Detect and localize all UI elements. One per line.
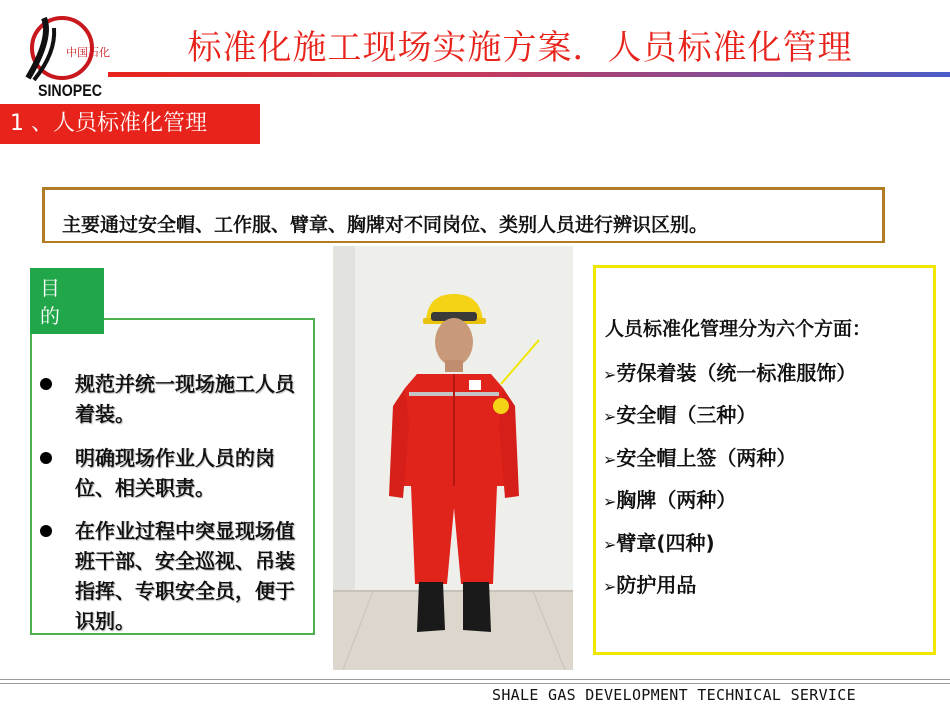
bullet-dot-icon	[40, 378, 52, 390]
bullet-dot-icon	[40, 525, 52, 537]
aspect-item	[603, 357, 856, 386]
aspect-item-text: 胸牌（两种）	[616, 488, 737, 512]
bullet-dot-icon	[40, 452, 52, 464]
arrow-bullet-icon: ➢	[603, 365, 617, 384]
purpose-bullet-text: 规范并统一现场施工人员着装。	[75, 372, 295, 426]
logo-brand-text: SINOPEC	[38, 81, 102, 100]
title-divider	[108, 72, 950, 77]
aspect-item	[603, 527, 715, 556]
purpose-bullet	[40, 443, 300, 503]
summary-text: 主要通过安全帽、工作服、臂章、胸牌对不同岗位、类别人员进行辨识区别。	[62, 214, 709, 236]
arrow-bullet-icon: ➢	[603, 407, 617, 426]
footer-divider	[0, 683, 950, 684]
footer-text: SHALE GAS DEVELOPMENT TECHNICAL SERVICE	[492, 686, 856, 704]
arrow-bullet-icon: ➢	[603, 450, 617, 469]
page-title: 标准化施工现场实施方案．人员标准化管理	[187, 28, 853, 68]
aspect-item	[603, 399, 756, 428]
purpose-bullet-text: 明确现场作业人员的岗位、相关职责。	[75, 446, 275, 500]
arrow-bullet-icon: ➢	[603, 535, 617, 554]
purpose-tab	[30, 268, 104, 334]
purpose-tab-line1: 目	[40, 276, 60, 300]
purpose-bullet-text: 在作业过程中突显现场值班干部、安全巡视、吊装指挥、专职安全员，便于识别。	[75, 519, 295, 633]
aspect-item-text: 安全帽上签（两种）	[616, 446, 797, 470]
logo-mark-text: 中国石化	[66, 46, 110, 59]
footer-divider	[0, 679, 950, 680]
aspects-heading: 人员标准化管理分为六个方面：	[605, 318, 872, 340]
purpose-bullet	[40, 369, 300, 429]
purpose-bullet	[40, 516, 300, 636]
section-label: 1 、人员标准化管理	[0, 104, 260, 144]
aspect-item-text: 防护用品	[616, 573, 697, 597]
purpose-tab-line2: 的	[40, 304, 60, 328]
aspect-item-text: 臂章(四种)	[616, 531, 715, 555]
aspect-item	[603, 569, 696, 598]
aspect-item-text: 劳保着装（统一标准服饰）	[616, 361, 857, 385]
arrow-bullet-icon: ➢	[603, 492, 617, 511]
worker-uniform-photo	[333, 246, 573, 670]
aspect-item-text: 安全帽（三种）	[616, 403, 757, 427]
arrow-bullet-icon: ➢	[603, 577, 617, 596]
aspect-item	[603, 442, 796, 471]
sinopec-logo	[22, 8, 110, 100]
aspect-item	[603, 484, 736, 513]
